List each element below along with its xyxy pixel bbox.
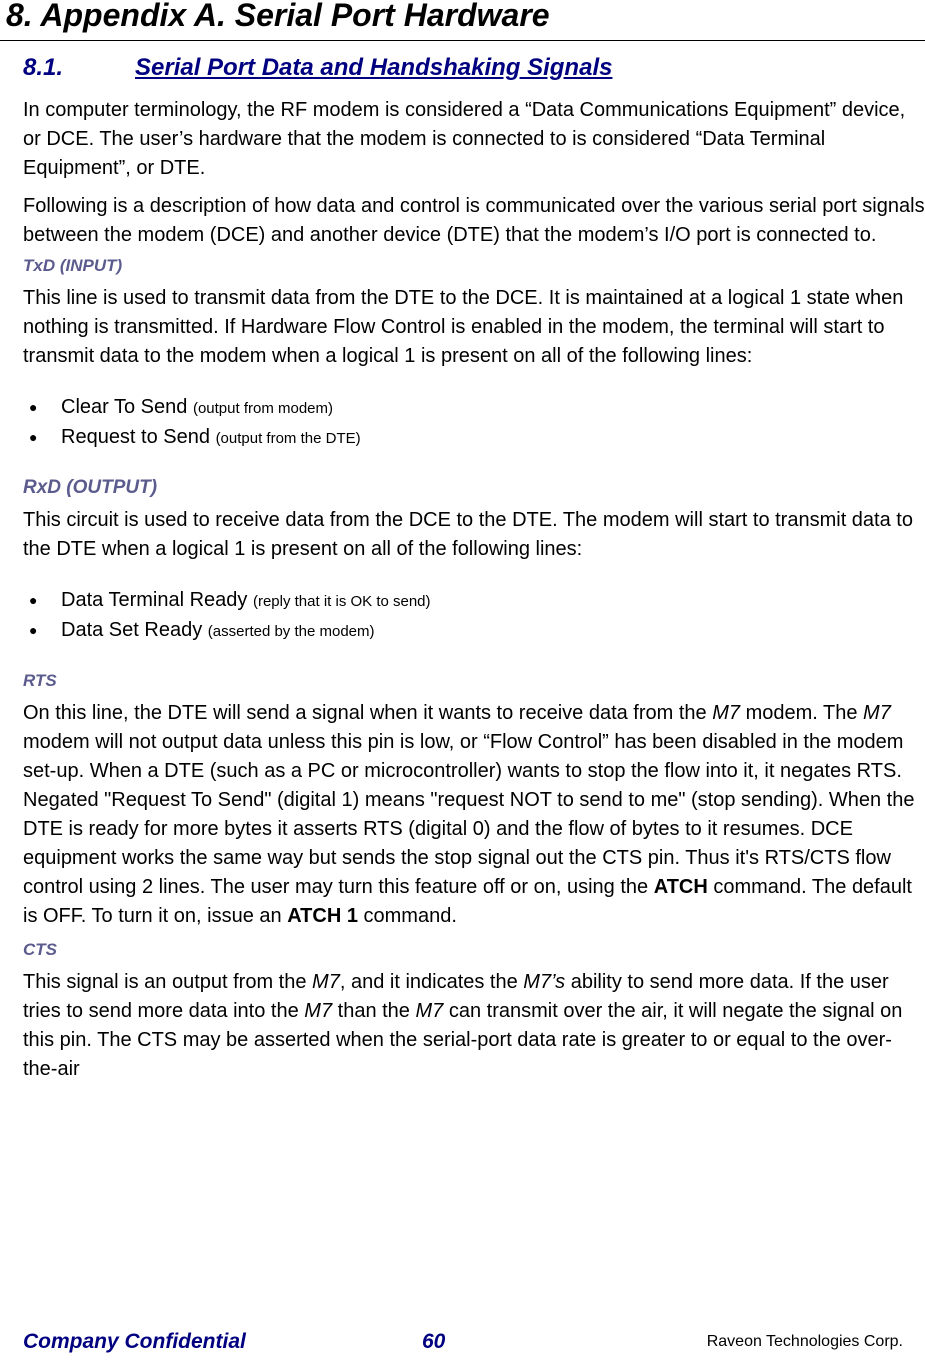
section-title: Serial Port Data and Handshaking Signals <box>135 54 613 81</box>
bullet-note: (reply that it is OK to send) <box>252 593 431 610</box>
section-heading <box>23 52 612 84</box>
cts-description <box>23 968 925 1084</box>
rxd-description: This circuit is used to receive data from the DCE to the DTE. The modem will start to transmit data to the DTE when a logical 1 is present on all of the following lines: <box>23 509 913 560</box>
rts-text: On this line, the DTE will send a signal when it wants to receive data from the <box>23 702 713 724</box>
section-number: 8.1. <box>23 54 64 81</box>
command-name: ATCH <box>653 876 708 898</box>
intro-paragraph-2: Following is a description of how data and control is communicated over the various serial port signals between the modem (DCE) and another device (DTE) that the modem’s I/O port is connected to. <box>23 195 925 246</box>
bullet-note: (asserted by the modem) <box>207 623 375 640</box>
cts-text: can transmit over the air, it will negate the signal on this pin. The CTS may be asserted when the serial-port data rate is greater to or equal to the over-the-air <box>23 1000 903 1080</box>
bullet-icon: ● <box>29 622 38 638</box>
confidential-label: Company Confidential <box>23 1330 246 1353</box>
company-name: Raveon Technologies Corp. <box>706 1333 903 1350</box>
intro-paragraph-1: In computer terminology, the RF modem is considered a “Data Communications Equipment” device, or DCE. The user’s hardware that the modem is connected to is considered “Data Terminal Equipment”, or DTE. <box>23 99 906 179</box>
rxd-heading: RxD (OUTPUT) <box>23 477 158 498</box>
bullet-icon: ● <box>29 592 38 608</box>
cts-text: ability to send more data. If the user tries to send more data into the <box>23 971 889 1022</box>
document-body <box>23 96 925 1084</box>
rts-text: command. <box>357 905 457 927</box>
bullet-icon: ● <box>29 429 38 445</box>
txd-description: This line is used to transmit data from the DTE to the DCE. It is maintained at a logical 1 state when nothing is transmitted. If Hardware Flow Control is enabled in the modem, the terminal will start to transmit data to the modem when a logical 1 is present on all of the following lines: <box>23 287 904 367</box>
chapter-title: 8. Appendix A. Serial Port Hardware <box>6 0 550 33</box>
model-name: M7 <box>304 1000 333 1022</box>
page-footer <box>23 1330 903 1362</box>
rts-text: modem. The <box>740 702 864 724</box>
txd-bullet-list <box>23 393 925 453</box>
chapter-divider <box>0 40 925 41</box>
page-number: 60 <box>422 1330 446 1353</box>
list-item <box>23 423 925 453</box>
txd-heading: TxD (INPUT) <box>23 256 123 275</box>
model-name: M7’s <box>523 971 566 993</box>
bullet-note: (output from the DTE) <box>215 430 361 447</box>
rts-text: command. The default is OFF. To turn it on, issue an <box>23 876 912 927</box>
model-name: M7 <box>415 1000 444 1022</box>
list-item <box>23 616 925 646</box>
list-item <box>23 393 925 423</box>
command-name: ATCH 1 <box>287 905 358 927</box>
bullet-label: Data Set Ready <box>61 619 203 641</box>
cts-heading: CTS <box>23 940 57 959</box>
rts-heading: RTS <box>23 671 57 690</box>
model-name: M7 <box>712 702 741 724</box>
model-name: M7 <box>863 702 891 724</box>
rxd-bullet-list <box>23 586 925 646</box>
rts-text: modem will not output data unless this pin is low, or “Flow Control” has been disabled in the modem set-up. When a DTE (such as a PC or microcontroller) wants to stop the flow into it, it negates RTS. Negated "Request To Send" (digital 1) means "request NOT to send to me" (stop sending). When the DTE is ready for more bytes it asserts RTS (digital 0) and the flow of bytes to it resumes. DCE equipment works the same way but sends the stop signal out the CTS pin. Thus it's RTS/CTS flow control using 2 lines. The user may turn this feature off or on, using the <box>23 731 915 898</box>
bullet-label: Data Terminal Ready <box>61 589 248 611</box>
cts-text: , and it indicates the <box>339 971 524 993</box>
bullet-note: (output from modem) <box>192 400 333 417</box>
bullet-label: Clear To Send <box>61 396 188 418</box>
rts-description <box>23 699 925 931</box>
list-item <box>23 586 925 616</box>
cts-text: than the <box>332 1000 416 1022</box>
bullet-icon: ● <box>29 399 38 415</box>
cts-text: This signal is an output from the <box>23 971 313 993</box>
model-name: M7 <box>312 971 340 993</box>
bullet-label: Request to Send <box>61 426 210 448</box>
